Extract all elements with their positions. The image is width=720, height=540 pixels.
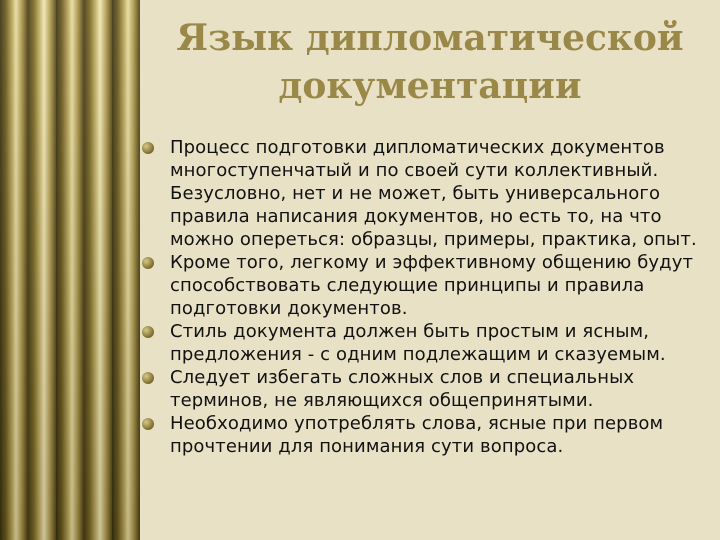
list-item: [156, 412, 716, 458]
bullet-text: Процесс подготовки дипломатических документов многоступенчатый и по своей сути коллективный. Безусловно, нет и не может, быть универсального правила написания документов, но есть то, на что можно опереться: образцы, примеры, практика, опыт.: [170, 137, 697, 250]
bullet-text: Следует избегать сложных слов и специальных терминов, не являющихся общепринятыми.: [170, 367, 635, 411]
title-line-2: документации: [278, 65, 582, 107]
list-item: [156, 366, 716, 412]
bullet-icon: [142, 257, 154, 269]
bullet-text: Стиль документа должен быть простым и ясным, предложения - с одним подлежащим и сказуемым.: [170, 321, 666, 365]
decorative-gold-band: [0, 0, 140, 540]
bullet-text: Кроме того, легкому и эффективному общению будут способствовать следующие принципы и правила подготовки документов.: [170, 252, 694, 319]
slide-title: [140, 14, 720, 110]
bullet-list: [156, 136, 716, 458]
slide-content: [140, 0, 720, 540]
bullet-icon: [142, 372, 154, 384]
list-item: [156, 136, 716, 251]
bullet-text: Необходимо употреблять слова, ясные при первом прочтении для понимания сути вопроса.: [170, 413, 664, 457]
list-item: [156, 320, 716, 366]
list-item: [156, 251, 716, 320]
bullet-icon: [142, 142, 154, 154]
title-line-1: Язык дипломатической: [176, 17, 684, 59]
bullet-icon: [142, 418, 154, 430]
bullet-icon: [142, 326, 154, 338]
